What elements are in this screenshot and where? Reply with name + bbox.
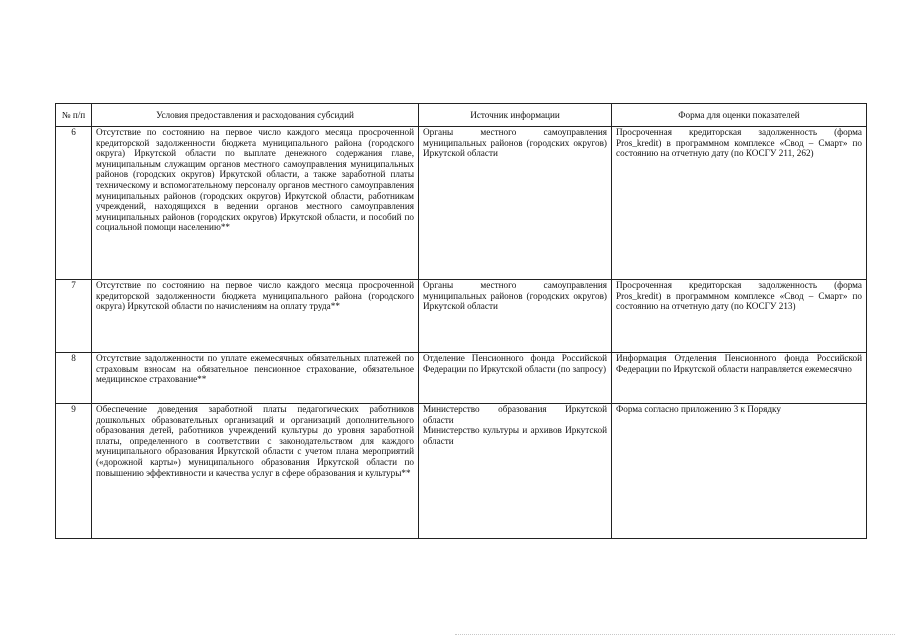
row-form: Информация Отделения Пенсионного фонда Российской Федерации по Иркутской области направляется ежемесячно [612, 353, 867, 404]
header-conditions: Условия предоставления и расходования субсидий [92, 104, 419, 127]
table-row [56, 127, 867, 280]
row-form: Форма согласно приложению 3 к Порядку [612, 404, 867, 539]
table-row [56, 280, 867, 353]
table-row [56, 353, 867, 404]
page-edge-mark [455, 634, 895, 635]
row-condition: Отсутствие задолженности по уплате ежемесячных обязательных платежей по страховым взносам на обязательное пенсионное страхование, обязательное медицинское страхование** [92, 353, 419, 404]
row-source [419, 353, 612, 404]
row-source-line: Министерство образования Иркутской области [423, 404, 607, 425]
row-condition: Отсутствие по состоянию на первое число каждого месяца просроченной кредиторской задолженности бюджета муниципального района (городского округа) Иркутской области по выплате денежного содержания главе, муниципальным служащим органов местного самоуправления муниципальных районов (городских округов) Иркутской области, а также заработной платы техническому и вспомогательному персоналу органов местного самоуправления муниципальных районов (городских округов) Иркутской области, работникам учреждений, находящихся в ведении органов местного самоуправления муниципальных районов (городских округов) Иркутской области, и пособий по социальной помощи населению** [92, 127, 419, 280]
row-source [419, 280, 612, 353]
row-number: 7 [56, 280, 92, 353]
row-source [419, 404, 612, 539]
row-number: 8 [56, 353, 92, 404]
row-condition: Обеспечение доведения заработной платы педагогических работников дошкольных образовательных организаций и организаций дополнительного образования детей, работников учреждений культуры до уровня заработной платы, определенного в соответствии с законодательством для каждого муниципального образования Иркутской области с учетом плана мероприятий («дорожной карты») муниципального образования Иркутской области по повышению эффективности и качества услуг в сфере образования и культуры** [92, 404, 419, 539]
row-source-line: Отделение Пенсионного фонда Российской Федерации по Иркутской области (по запросу) [423, 353, 607, 374]
row-source-line: Министерство культуры и архивов Иркутской области [423, 425, 607, 446]
header-form: Форма для оценки показателей [612, 104, 867, 127]
table-header-row [56, 104, 867, 127]
row-condition: Отсутствие по состоянию на первое число каждого месяца просроченной кредиторской задолженности бюджета муниципального района (городского округа) Иркутской области по начислениям на оплату труда** [92, 280, 419, 353]
row-source-line: Органы местного самоуправления муниципальных районов (городских округов) Иркутской области [423, 127, 607, 159]
row-number: 9 [56, 404, 92, 539]
row-source-line: Органы местного самоуправления муниципальных районов (городских округов) Иркутской области [423, 280, 607, 312]
header-number: № п/п [56, 104, 92, 127]
subsidy-conditions-table [55, 103, 867, 539]
row-source [419, 127, 612, 280]
row-form: Просроченная кредиторская задолженность (форма Pros_kredit) в программном комплексе «Свод – Смарт» по состоянию на отчетную дату (по КОСГУ 211, 262) [612, 127, 867, 280]
table-row [56, 404, 867, 539]
header-source: Источник информации [419, 104, 612, 127]
row-form: Просроченная кредиторская задолженность (форма Pros_kredit) в программном комплексе «Свод – Смарт» по состоянию на отчетную дату (по КОСГУ 213) [612, 280, 867, 353]
row-number: 6 [56, 127, 92, 280]
